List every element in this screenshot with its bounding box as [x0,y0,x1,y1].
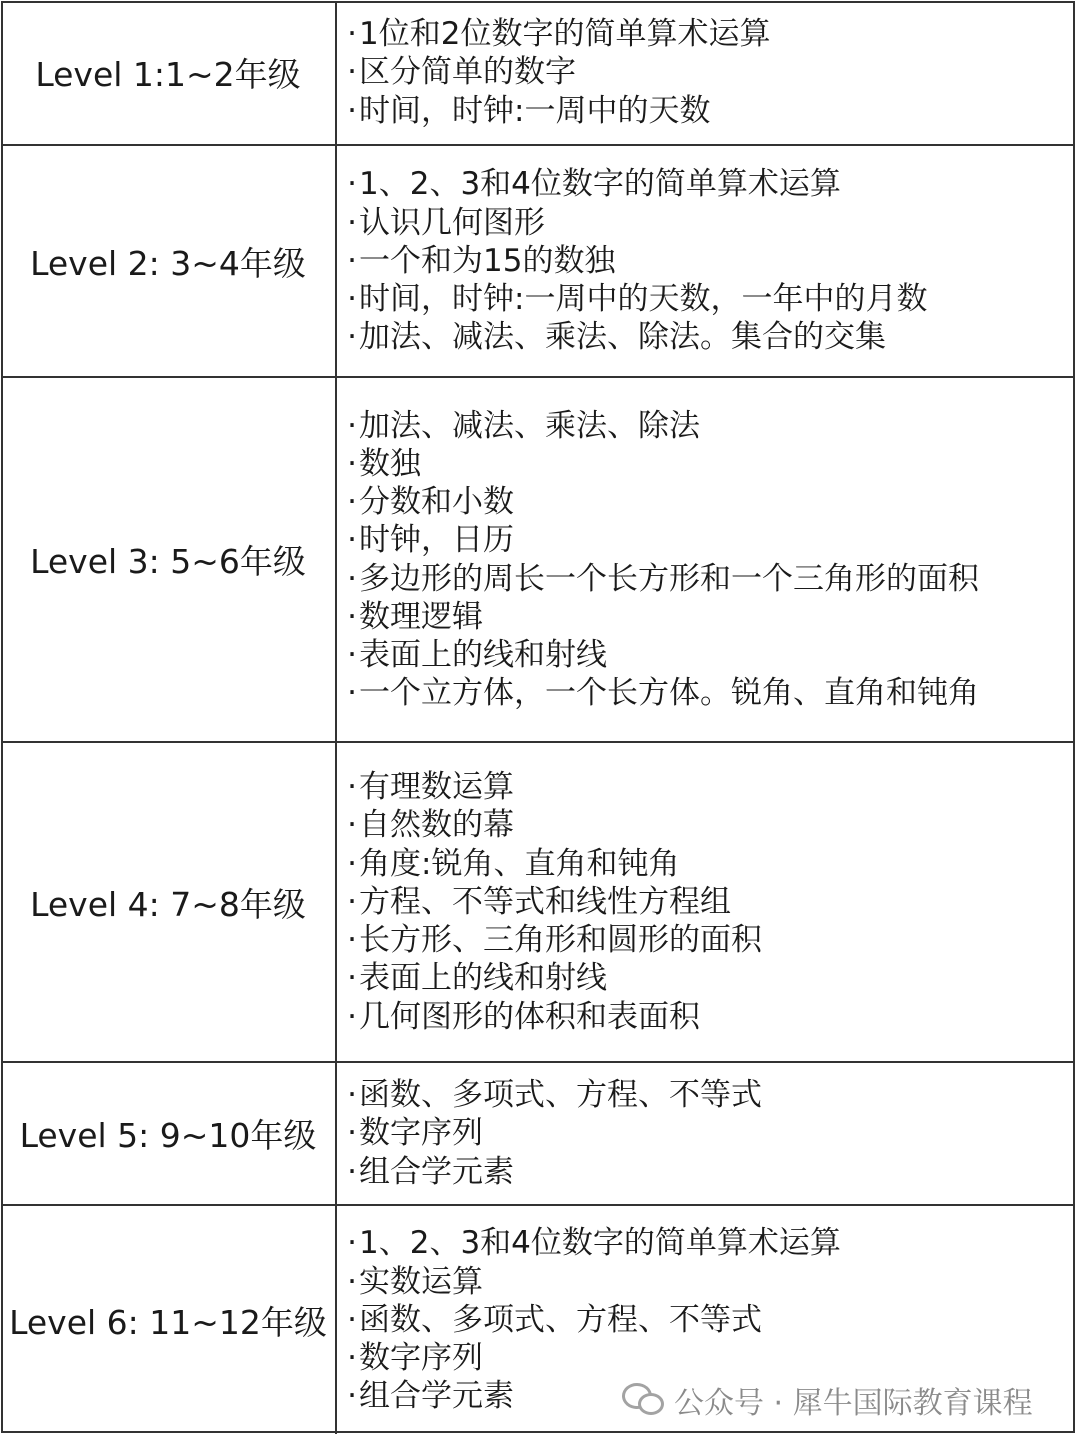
topic-text: 实数运算 [359,1263,483,1300]
list-item [345,998,1075,1036]
bullet: · [347,445,357,482]
list-item [345,15,1075,53]
list-item [345,53,1075,91]
list-item [345,280,1075,318]
bullet: · [347,407,357,444]
bullet: · [347,1153,357,1190]
list-item [345,1224,1075,1262]
bullet: · [347,1340,357,1377]
list-item [345,1114,1075,1152]
list-item [345,598,1075,636]
topic-text: 数独 [359,445,421,482]
topic-text: 多边形的周长一个长方形和一个三角形的面积 [359,560,979,597]
table-row [1,1061,1075,1204]
bullet: · [347,242,357,279]
bullet: · [347,598,357,635]
bullet: · [347,1077,357,1114]
topic-text: 一个和为15的数独 [359,242,616,279]
list-item [345,845,1075,883]
list-item [345,768,1075,806]
topics-list [337,1063,1075,1204]
topics-list [337,743,1075,1061]
bullet: · [347,281,357,318]
topic-text: 几何图形的体积和表面积 [359,998,700,1035]
bullet: · [347,1301,357,1338]
bullet: · [347,1225,357,1262]
bullet: · [347,484,357,521]
topic-text: 时钟，日历 [359,522,514,559]
bullet: · [347,769,357,806]
watermark [622,1378,1033,1422]
table-row [1,741,1075,1061]
bullet: · [347,807,357,844]
level-label: Level 5: 9~10年级 [1,1063,337,1204]
topic-text: 方程、不等式和线性方程组 [359,883,731,920]
bullet: · [347,636,357,673]
list-item [345,921,1075,959]
topic-text: 角度:锐角、直角和钝角 [359,845,680,882]
bullet: · [347,204,357,241]
topics-list [337,146,1075,376]
list-item [345,806,1075,844]
topic-text: 一个立方体，一个长方体。锐角、直角和钝角 [359,675,979,712]
topics-list [337,378,1075,741]
list-item [345,521,1075,559]
bullet: · [347,166,357,203]
level-label: Level 2: 3~4年级 [1,146,337,376]
bullet: · [347,845,357,882]
level-label: Level 6: 11~12年级 [1,1206,337,1434]
list-item [345,242,1075,280]
topic-text: 1、2、3和4位数字的简单算术运算 [359,1225,841,1262]
bullet: · [347,922,357,959]
topic-text: 自然数的幕 [359,807,514,844]
list-item [345,1301,1075,1339]
list-item [345,483,1075,521]
topic-text: 组合学元素 [359,1153,514,1190]
list-item [345,959,1075,997]
topic-text: 函数、多项式、方程、不等式 [359,1077,762,1114]
topic-text: 组合学元素 [359,1378,514,1415]
bullet: · [347,92,357,129]
topic-text: 认识几何图形 [359,204,545,241]
list-item [345,1076,1075,1114]
wechat-bubble-small [638,1393,664,1415]
watermark-text: 公众号 · 犀牛国际教育课程 [674,1386,1033,1421]
topic-text: 分数和小数 [359,484,514,521]
topic-text: 时间，时钟:一周中的天数 [359,92,711,129]
list-item [345,674,1075,712]
bullet: · [347,998,357,1035]
list-item [345,1153,1075,1191]
topic-text: 有理数运算 [359,769,514,806]
topics-list [337,1,1075,144]
topic-text: 加法、减法、乘法、除法。集合的交集 [359,319,886,356]
topic-text: 表面上的线和射线 [359,636,607,673]
list-item [345,92,1075,130]
list-item [345,204,1075,242]
list-item [345,636,1075,674]
bullet: · [347,54,357,91]
level-label: Level 3: 5~6年级 [1,378,337,741]
list-item [345,1263,1075,1301]
list-item [345,560,1075,598]
list-item [345,883,1075,921]
list-item [345,1339,1075,1377]
topic-text: 加法、减法、乘法、除法 [359,407,700,444]
topic-text: 1位和2位数字的简单算术运算 [359,16,771,53]
bullet: · [347,560,357,597]
wechat-icon [622,1381,666,1419]
topic-text: 函数、多项式、方程、不等式 [359,1301,762,1338]
topic-text: 时间，时钟:一周中的天数，一年中的月数 [359,281,928,318]
list-item [345,445,1075,483]
bullet: · [347,675,357,712]
list-item [345,318,1075,356]
topic-text: 表面上的线和射线 [359,960,607,997]
bullet: · [347,1115,357,1152]
bullet: · [347,960,357,997]
table-row [1,144,1075,376]
level-label: Level 1:1~2年级 [1,1,337,144]
topic-text: 数字序列 [359,1115,483,1152]
table-row [1,1,1075,144]
topic-text: 长方形、三角形和圆形的面积 [359,922,762,959]
bullet: · [347,522,357,559]
level-label: Level 4: 7~8年级 [1,743,337,1061]
topic-text: 区分简单的数字 [359,54,576,91]
list-item [345,165,1075,203]
bullet: · [347,319,357,356]
bullet: · [347,1263,357,1300]
topic-text: 1、2、3和4位数字的简单算术运算 [359,166,841,203]
topic-text: 数理逻辑 [359,598,483,635]
list-item [345,407,1075,445]
topic-text: 数字序列 [359,1340,483,1377]
bullet: · [347,1378,357,1415]
table-row [1,376,1075,741]
bullet: · [347,16,357,53]
bullet: · [347,883,357,920]
